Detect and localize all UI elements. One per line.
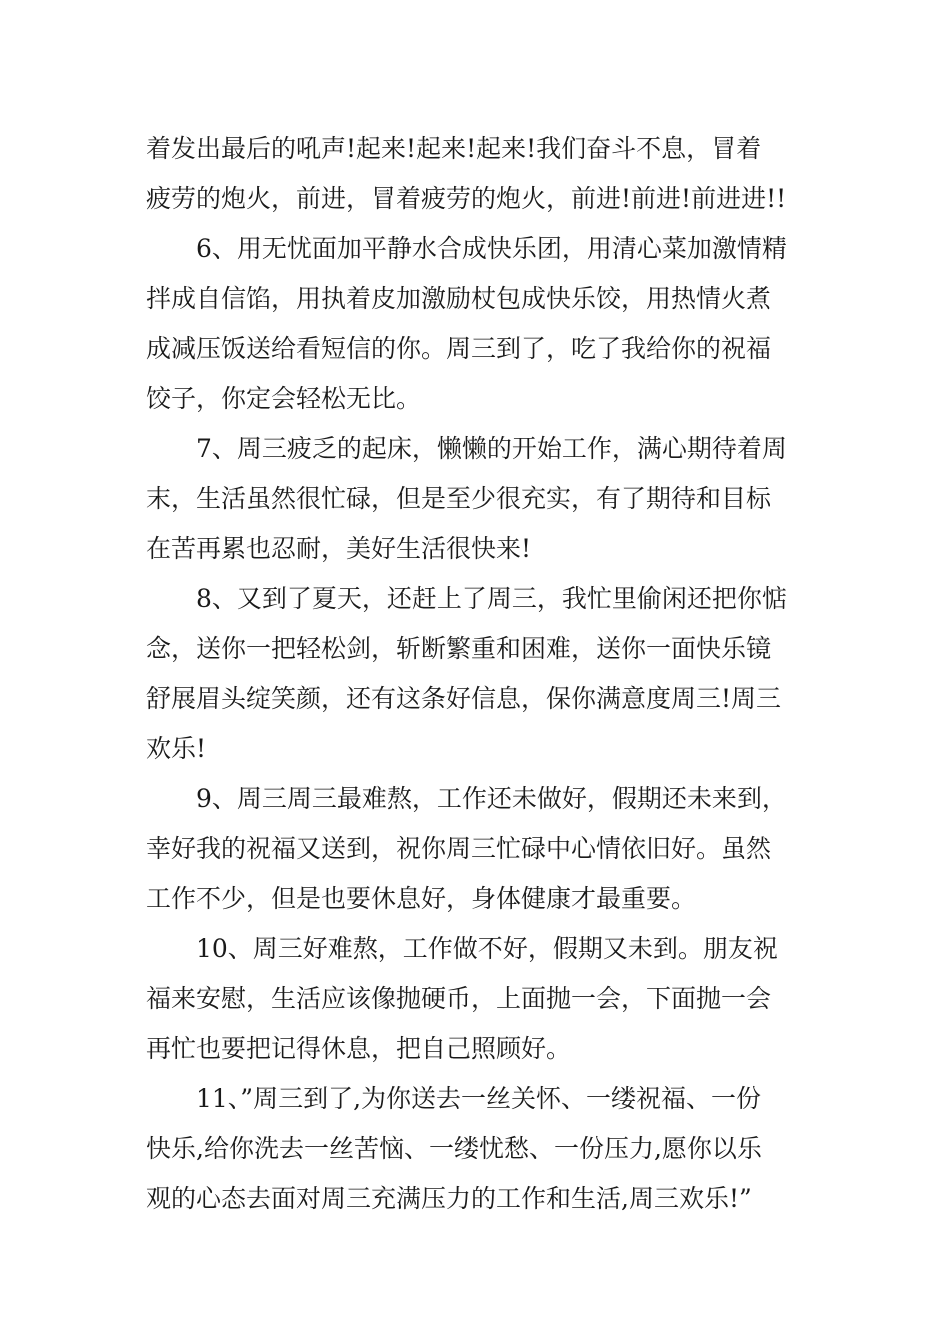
text-line: 着发出最后的吼声!起来!起来!起来!我们奋斗不息，冒着 xyxy=(146,134,762,163)
text-line: 成减压饭送给看短信的你。周三到了，吃了我给你的祝福 xyxy=(146,334,772,363)
text-line: 念，送你一把轻松剑，斩断繁重和困难，送你一面快乐镜 xyxy=(146,634,772,663)
paragraph-6 xyxy=(146,224,811,424)
text-line: 7、周三疲乏的起床，懒懒的开始工作，满心期待着周 xyxy=(196,434,787,463)
paragraph-11 xyxy=(146,1074,811,1224)
paragraph-7 xyxy=(146,424,811,574)
text-line: 8、又到了夏天，还赶上了周三，我忙里偷闲还把你惦 xyxy=(196,584,787,613)
text-line: 拌成自信馅，用执着皮加激励杖包成快乐饺，用热情火煮 xyxy=(146,284,772,313)
text-line: 10、周三好难熬，工作做不好，假期又未到。朋友祝 xyxy=(196,934,778,963)
text-line: 快乐,给你洗去一丝苦恼、一缕忧愁、一份压力,愿你以乐 xyxy=(146,1134,762,1163)
text-line: 舒展眉头绽笑颜，还有这条好信息，保你满意度周三!周三 xyxy=(146,684,782,713)
paragraph-continuation xyxy=(146,124,811,224)
text-line: 11、”周三到了,为你送去一丝关怀、一缕祝福、一份 xyxy=(196,1084,762,1113)
paragraph-9 xyxy=(146,774,811,924)
text-line: 6、用无忧面加平静水合成快乐团，用清心菜加激情精 xyxy=(196,234,787,263)
text-line: 末，生活虽然很忙碌，但是至少很充实，有了期待和目标 xyxy=(146,484,772,513)
text-line: 欢乐! xyxy=(146,734,207,763)
text-line: 工作不少，但是也要休息好，身体健康才最重要。 xyxy=(146,884,697,913)
text-line: 饺子，你定会轻松无比。 xyxy=(146,384,422,413)
paragraph-8 xyxy=(146,574,811,774)
paragraph-10 xyxy=(146,924,811,1074)
text-line: 再忙也要把记得休息，把自己照顾好。 xyxy=(146,1034,572,1063)
text-line: 福来安慰，生活应该像抛硬币，上面抛一会，下面抛一会 xyxy=(146,984,772,1013)
text-line: 观的心态去面对周三充满压力的工作和生活,周三欢乐!” xyxy=(146,1184,752,1213)
text-line: 幸好我的祝福又送到，祝你周三忙碌中心情依旧好。虽然 xyxy=(146,834,772,863)
document-body xyxy=(146,124,811,1224)
text-line: 9、周三周三最难熬，工作还未做好，假期还未来到， xyxy=(196,784,787,813)
text-line: 在苦再累也忍耐，美好生活很快来! xyxy=(146,534,532,563)
text-line: 疲劳的炮火，前进，冒着疲劳的炮火，前进!前进!前进进!! xyxy=(146,184,787,213)
